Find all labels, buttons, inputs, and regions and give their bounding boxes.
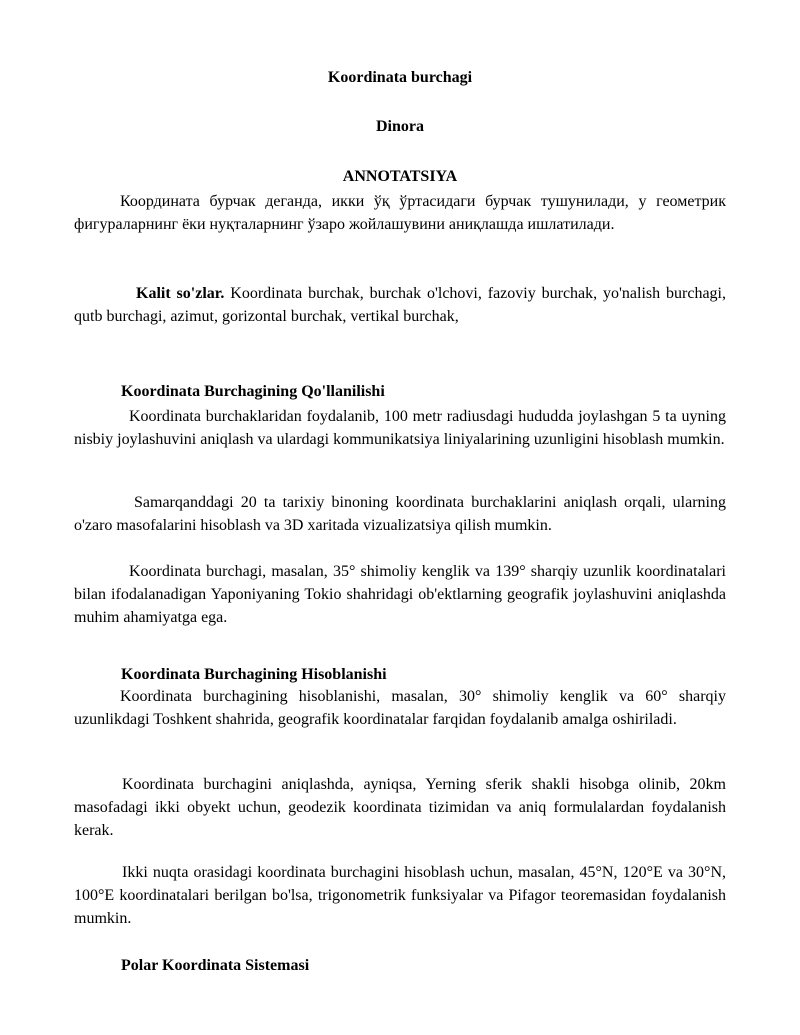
keywords-label: Kalit so'zlar. [136,285,225,302]
section-paragraph: Samarqanddagi 20 ta tarixiy binoning koordinata burchaklarini aniqlash orqali, ularning o'zaro masofalarini hisoblash va 3D xaritada vizualizatsiya qilish mumkin. [74,494,726,534]
section-heading: Polar Koordinata Sistemasi [121,957,310,974]
document-author: Dinora [376,118,424,135]
section-paragraph: Koordinata burchagining hisoblanishi, masalan, 30° shimoliy kenglik va 60° sharqiy uzunlikdagi Toshkent shahrida, geografik koordinatalar farqidan foydalanib amalga oshiriladi. [74,688,726,728]
document-title: Koordinata burchagi [327,69,473,86]
section-paragraph: Koordinata burchagi, masalan, 35° shimoliy kenglik va 139° sharqiy uzunlik koordinatalari bilan ifodalanadigan Yaponiyaning Tokio shahridagi ob'ektlarning geografik joylashuvini aniqlashda muhim ahamiyatga ega. [74,563,726,626]
section-heading: Koordinata Burchagining Hisoblanishi [121,666,387,683]
section-paragraph: Koordinata burchaklaridan foydalanib, 100 metr radiusdagi hududda joylashgan 5 ta uyning nisbiy joylashuvini aniqlash va ulardagi kommunikatsiya liniyalarining uzunligini hisoblash mumkin. [74,408,726,448]
keywords-text: Koordinata burchak, burchak o'lchovi, fazoviy burchak, yo'nalish burchagi, qutb burchagi, azimut, gorizontal burchak, vertikal burchak, [74,285,727,325]
section-paragraph: Ikki nuqta orasidagi koordinata burchagini hisoblash uchun, masalan, 45°N, 120°E va 30°N, 100°E koordinatalari berilgan bo'lsa, trigonometrik funksiyalar va Pifagor teoremasidan foydalanish mumkin. [74,864,726,927]
abstract-heading: ANNOTATSIYA [342,168,458,185]
abstract-text: Координата бурчак деганда, икки ўқ ўртасидаги бурчак тушунилади, у геометрик фигураларнинг ёки нуқталарнинг ўзаро жойлашувини аниқлашда ишлатилади. [74,193,726,233]
section-paragraph: Koordinata burchagini aniqlashda, ayniqsa, Yerning sferik shakli hisobga olinib, 20km masofadagi ikki obyekt uchun, geodezik koordinata tizimidan va aniq formulalardan foydalanish kerak. [74,776,726,839]
section-heading: Koordinata Burchagining Qo'llanilishi [121,383,385,400]
keywords-paragraph [74,282,726,328]
